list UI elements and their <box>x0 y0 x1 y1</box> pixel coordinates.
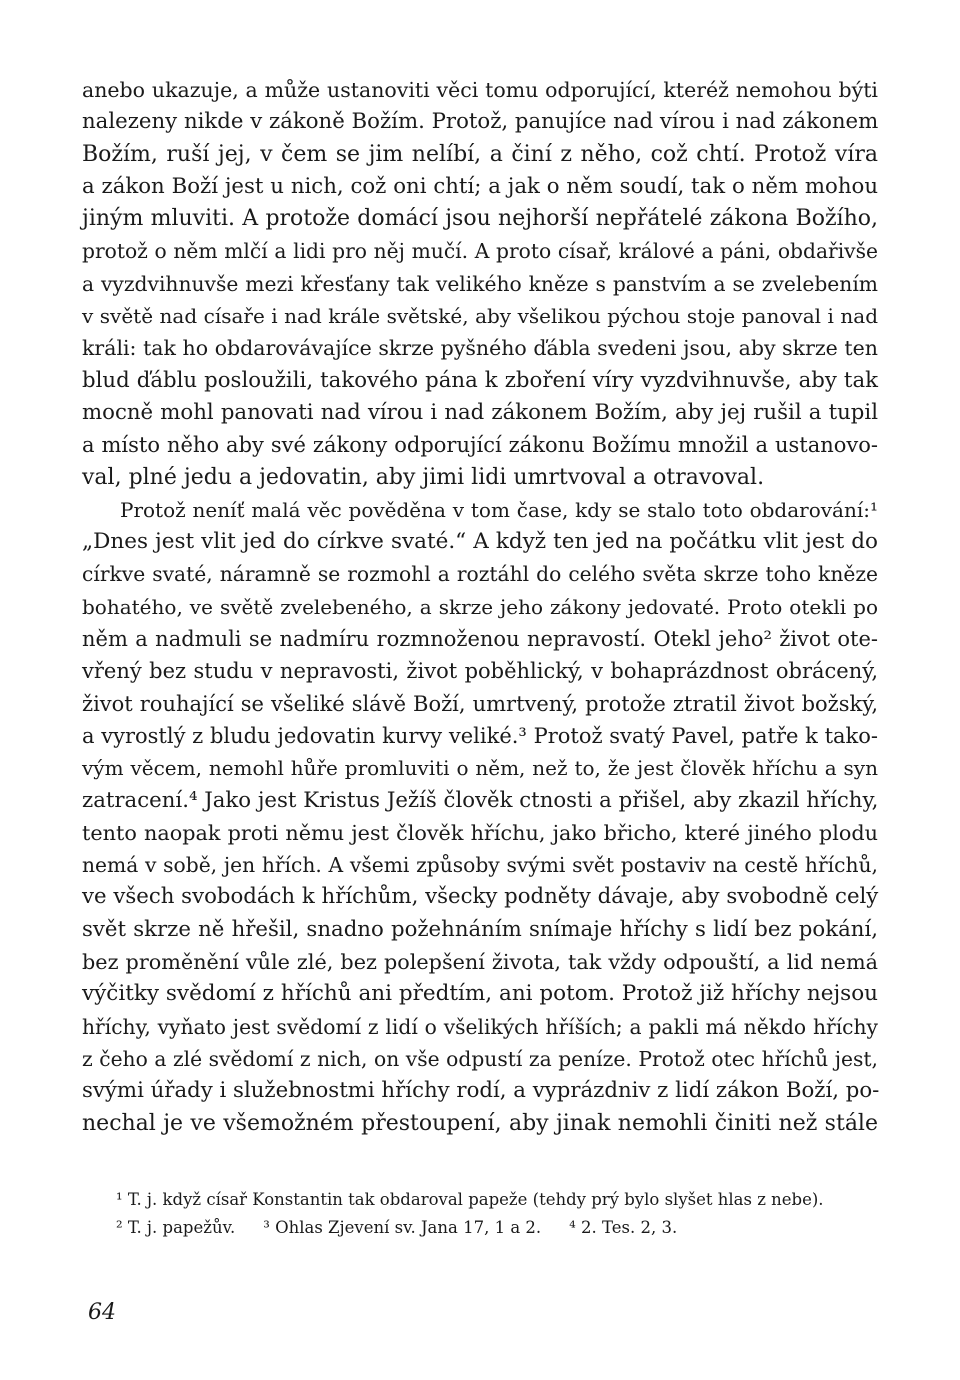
text-line: protož o něm mlčí a lidi pro něj mučí. A proto císař, králové a páni, obdařivše <box>82 239 878 264</box>
text-line: králi: tak ho obdarovávajíce skrze pyšného ďábla svedeni jsou, aby skrze ten <box>82 336 878 361</box>
footnote-row <box>116 1214 886 1242</box>
text-line: život rouhající se všeliké slávě Boží, umrtvený, protože ztratil život božský, <box>82 691 878 716</box>
text-line: Božím, ruší jej, v čem se jim nelíbí, a činí z něho, což chtí. Protož víra <box>82 141 878 167</box>
text-line: jiným mluviti. A protože domácí jsou nejhorší nepřátelé zákona Božího, <box>82 206 878 232</box>
text-line: v světě nad císaře i nad krále světské, aby všelikou pýchou stoje panoval i nad <box>82 304 878 329</box>
text-line: a místo něho aby své zákony odporující zákonu Božímu množil a ustanovo- <box>82 433 878 458</box>
text-line: nechal je ve všemožném přestoupení, aby jinak nemohli činiti než stále <box>82 1110 878 1136</box>
text-line: mocně mohl panovati nad vírou i nad zákonem Božím, aby jej rušil a tupil <box>82 399 878 425</box>
text-line: vřený bez studu v nepravosti, život poběhlický, v bohaprázdnost obrácený, <box>82 659 878 684</box>
text-line: nalezeny nikde v zákoně Božím. Protož, panujíce nad vírou i nad zákonem <box>82 109 879 135</box>
footnote-1: ¹ T. j. když císař Konstantin tak obdaroval papeže (tehdy prý bylo slyšet hlas z nebe). <box>116 1190 824 1209</box>
text-line: blud ďáblu posloužili, takového pána k zboření víry vyzdvihnuvše, aby tak <box>82 367 878 393</box>
text-line: zatracení.⁴ Jako jest Kristus Ježíš člověk ctnosti a přišel, aby zkazil hříchy, <box>82 787 879 813</box>
page-number: 64 <box>88 1300 116 1325</box>
text-line: a vyrostlý z bludu jedovatin kurvy veliké.³ Protož svatý Pavel, patře k tako- <box>82 723 878 748</box>
text-line: církve svaté, náramně se rozmohl a roztáhl do celého světa skrze toho kněze <box>82 562 878 587</box>
text-line: nemá v sobě, jen hřích. A všemi způsoby svými svět postaviv na cestě hříchů, <box>82 853 878 878</box>
text-line: bohatého, ve světě zvelebeného, a skrze jeho zákony jedovaté. Proto otekli po <box>82 594 878 619</box>
text-line: anebo ukazuje, a může ustanoviti věci tomu odporující, kteréž nemohou býti <box>82 78 878 102</box>
text-line: bez proměnění vůle zlé, bez polepšení života, tak vždy odpouští, a lid nemá <box>82 950 878 975</box>
text-line: svět skrze ně hřešil, snadno požehnáním snímaje hříchy s lidí bez pokání, <box>82 916 878 942</box>
footnotes <box>116 1186 886 1242</box>
text-line: výčitky svědomí z hříchů ani předtím, ani potom. Protož již hříchy nejsou <box>82 981 878 1007</box>
main-text <box>82 74 878 1140</box>
footnote-4: ⁴ 2. Tes. 2, 3. <box>569 1218 678 1237</box>
text-line: vým věcem, nemohl hůře promluviti o něm, než to, že jest člověk hříchu a syn <box>82 756 878 781</box>
text-line: tento naopak proti němu jest člověk hříchu, jako břicho, které jiného plodu <box>82 820 878 845</box>
text-line: „Dnes jest vlit jed do církve svaté.“ A když ten jed na počátku vlit jest do <box>82 529 878 555</box>
paragraph-start-line: Protož neníť malá věc pověděna v tom čase, kdy se stalo toto obdarování:¹ <box>120 497 878 522</box>
text-line: ve všech svobodách k hříchům, všecky podněty dávaje, aby svobodně celý <box>82 884 879 910</box>
text-line: svými úřady i služebnostmi hříchy rodí, a vyprázdniv z lidí zákon Boží, po- <box>82 1078 880 1104</box>
footnote-2: ² T. j. papežův. <box>116 1218 236 1237</box>
text-line: a zákon Boží jest u nich, což oni chtí; a jak o něm soudí, tak o něm mohou <box>82 173 878 199</box>
footnote-3: ³ Ohlas Zjevení sv. Jana 17, 1 a 2. <box>263 1218 542 1237</box>
text-line: z čeho a zlé svědomí z nich, on vše odpustí za peníze. Protož otec hříchů jest, <box>82 1046 878 1071</box>
text-line: val, plné jedu a jedovatin, aby jimi lidi umrtvoval a otravoval. <box>82 464 765 490</box>
text-line: něm a nadmuli se nadmíru rozmnoženou nepravostí. Otekl jeho² život ote- <box>82 627 878 652</box>
text-line: a vyzdvihnuvše mezi křesťany tak velikého kněze s panstvím a se zvelebením <box>82 271 878 296</box>
text-line: hříchy, vyňato jest svědomí z lidí o všelikých hříších; a pakli má někdo hříchy <box>82 1014 878 1039</box>
